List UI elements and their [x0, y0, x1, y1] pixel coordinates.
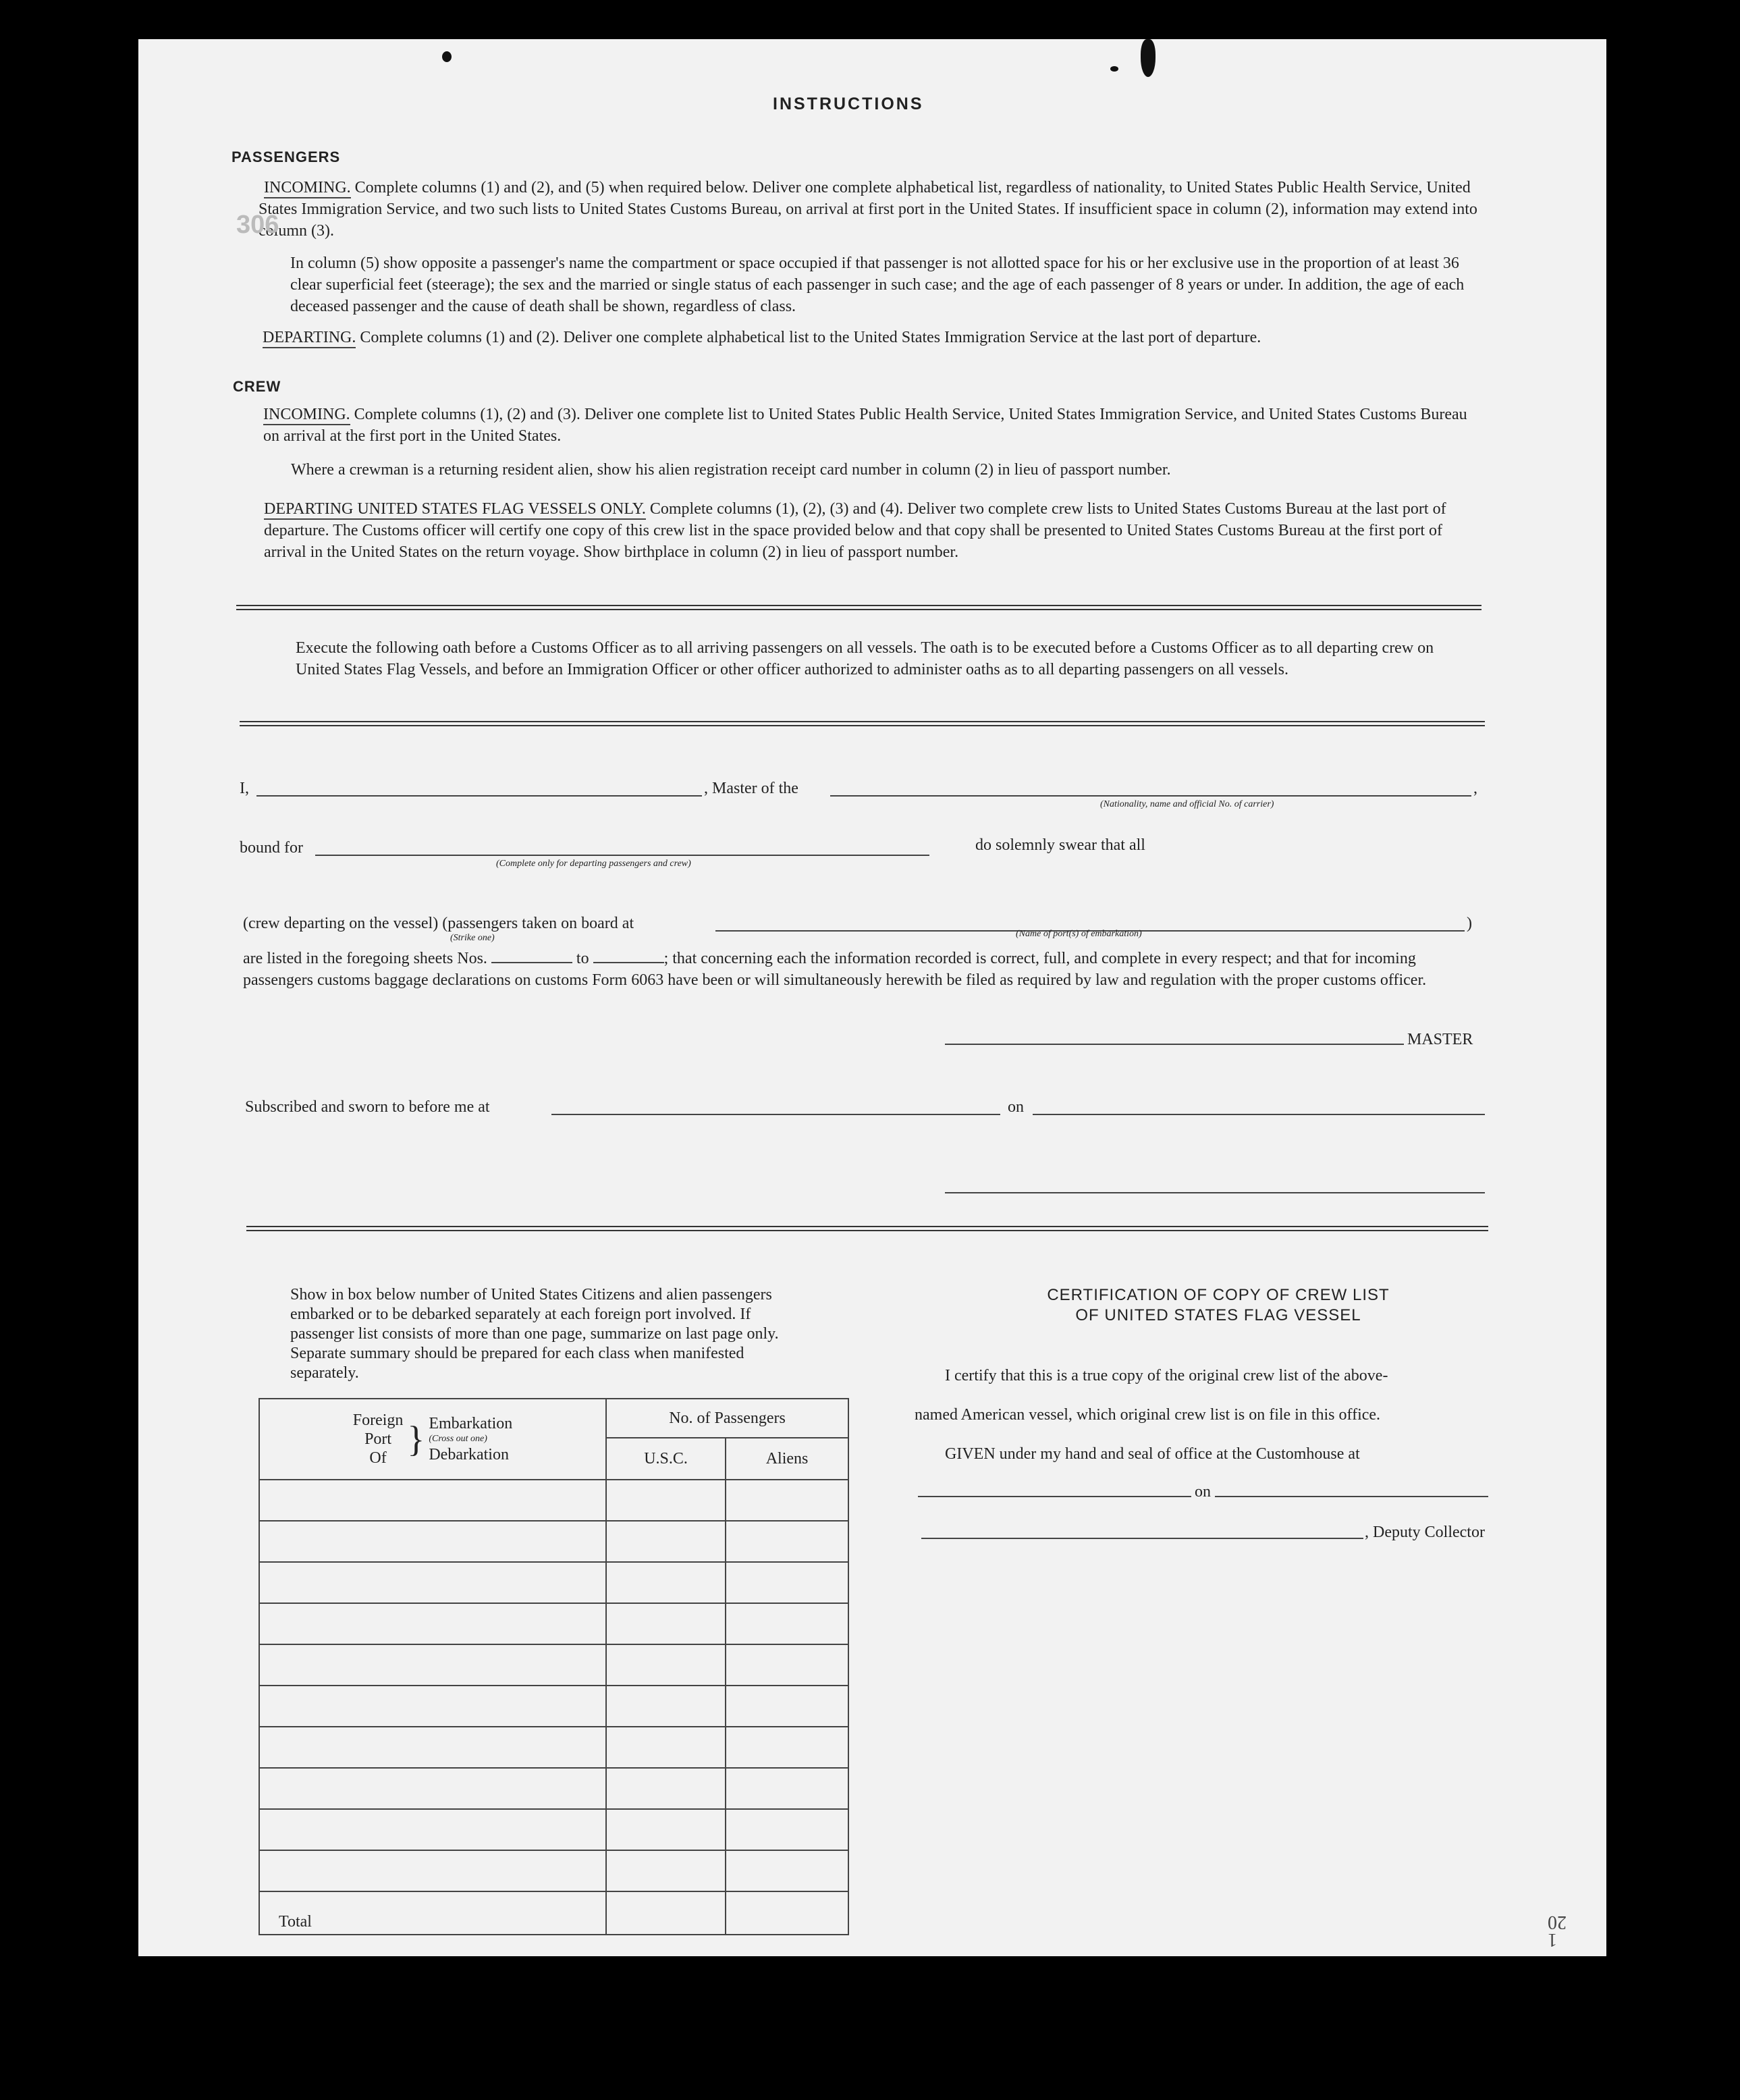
section-divider	[246, 1226, 1488, 1231]
crew-departing-label: DEPARTING UNITED STATES FLAG VESSELS ONLY.	[264, 500, 646, 520]
header-of: Of	[369, 1449, 387, 1467]
crew-incoming-text: Complete columns (1), (2) and (3). Deliver one complete list to United States Public Health Service, United States Immigration Service, and United States Customs Bureau on arrival at the first port in the United States.	[263, 406, 1467, 445]
aliens-header: Aliens	[726, 1438, 848, 1480]
ports-caption: (Name of port(s) of embarkation)	[1016, 929, 1142, 939]
table-row	[259, 1768, 848, 1809]
table-row	[259, 1644, 848, 1686]
strike-one-caption: (Strike one)	[450, 933, 495, 943]
total-row	[259, 1891, 848, 1935]
section-divider	[236, 605, 1481, 610]
complete-only-caption: (Complete only for departing passengers and crew)	[496, 859, 691, 869]
aliens-cell[interactable]	[726, 1644, 848, 1686]
passengers-heading: PASSENGERS	[232, 149, 341, 165]
master-signature-field[interactable]	[945, 1044, 1404, 1045]
bound-for-label: bound for	[240, 839, 303, 857]
table-row	[259, 1809, 848, 1850]
table-row	[259, 1850, 848, 1891]
certification-title-line2: OF UNITED STATES FLAG VESSEL	[1075, 1306, 1361, 1324]
aliens-cell[interactable]	[726, 1727, 848, 1768]
usc-cell[interactable]	[606, 1727, 726, 1768]
aliens-cell[interactable]	[726, 1850, 848, 1891]
port-cell[interactable]	[259, 1727, 606, 1768]
margin-number: 306	[236, 211, 279, 239]
header-debarkation: Debarkation	[429, 1446, 509, 1463]
passengers-departing-paragraph	[263, 327, 1484, 348]
comma: ,	[1473, 780, 1477, 797]
certification-date-field[interactable]	[1215, 1496, 1488, 1497]
usc-cell[interactable]	[606, 1686, 726, 1727]
port-cell[interactable]	[259, 1480, 606, 1521]
usc-cell[interactable]	[606, 1562, 726, 1603]
table-row	[259, 1480, 848, 1521]
port-cell[interactable]	[259, 1644, 606, 1686]
crew-departing-paragraph	[264, 498, 1486, 563]
table-row	[259, 1686, 848, 1727]
oath-instructions-paragraph: Execute the following oath before a Customs Officer as to all arriving passengers on all vessels. The oath is to be executed before a Customs Officer as to all departing crew on United States Flag Vessels, and before an Immigration Officer or other officer authorized to administer oaths as to all departing passengers on all vessels.	[296, 639, 1434, 678]
passengers-incoming-paragraph	[259, 177, 1480, 242]
corner-note-line1: 1	[1548, 1929, 1557, 1950]
master-label: MASTER	[1407, 1031, 1473, 1048]
ink-blot	[1110, 66, 1118, 72]
summary-instructions: Show in box below number of United States Citizens and alien passengers embarked or to be debarked separately at each foreign port involved. If passenger list consists of more than one page, summarize on last page only. Separate summary should be prepared for each class when manifested separately.	[290, 1286, 779, 1382]
sheet-to-field[interactable]	[593, 962, 664, 963]
aliens-cell[interactable]	[726, 1562, 848, 1603]
port-cell[interactable]	[259, 1809, 606, 1850]
usc-cell[interactable]	[606, 1809, 726, 1850]
cross-out-caption: (Cross out one)	[429, 1434, 487, 1444]
table-row	[259, 1727, 848, 1768]
subscribed-label: Subscribed and sworn to before me at	[245, 1098, 490, 1116]
usc-cell[interactable]	[606, 1644, 726, 1686]
page-title: INSTRUCTIONS	[773, 95, 924, 113]
usc-cell[interactable]	[606, 1768, 726, 1809]
sworn-place-field[interactable]	[551, 1114, 1000, 1115]
close-paren: )	[1467, 915, 1472, 932]
crew-heading: CREW	[233, 378, 281, 395]
oath-i-label: I,	[240, 780, 249, 797]
aliens-cell[interactable]	[726, 1521, 848, 1562]
crew-departing-label: (crew departing on the vessel) (passengers taken on board at	[243, 915, 634, 932]
crew-departing-text: Complete columns (1), (2), (3) and (4). Deliver two complete crew lists to United States Customs Bureau at the last port of departure. The Customs officer will certify one copy of this crew list in the space provided below and that copy shall be presented to United States Customs Bureau at the first port of arrival in the United States on the return voyage. Show birthplace in column (2) in lieu of passport number.	[264, 500, 1446, 561]
passenger-summary-table	[259, 1398, 849, 1935]
master-of-the-label: , Master of the	[704, 780, 798, 797]
certify-line2: named American vessel, which original crew list is on file in this office.	[915, 1406, 1381, 1424]
crew-incoming-label: INCOMING.	[263, 406, 350, 425]
port-cell[interactable]	[259, 1686, 606, 1727]
certification-on-label: on	[1195, 1483, 1211, 1501]
ink-blot	[442, 51, 452, 62]
certification-place-field[interactable]	[918, 1496, 1191, 1497]
aliens-cell[interactable]	[726, 1603, 848, 1644]
no-of-passengers-header: No. of Passengers	[606, 1399, 848, 1438]
table-row	[259, 1603, 848, 1644]
aliens-cell[interactable]	[726, 1768, 848, 1809]
total-usc-cell[interactable]	[606, 1891, 726, 1935]
deputy-collector-label: , Deputy Collector	[1365, 1524, 1485, 1541]
port-cell[interactable]	[259, 1521, 606, 1562]
port-cell[interactable]	[259, 1603, 606, 1644]
passengers-incoming-text: Complete columns (1) and (2), and (5) when required below. Deliver one complete alphabetical list, regardless of nationality, to United States Public Health Service, United States Immigration Service, and two such lists to United States Customs Bureau, on arrival at first port in the United States. If insufficient space in column (2), information may extend into column (3).	[259, 179, 1477, 240]
document-page	[138, 39, 1606, 1956]
listed-prefix: are listed in the foregoing sheets Nos.	[243, 950, 487, 967]
certification-title	[1009, 1285, 1428, 1326]
passengers-incoming-label: INCOMING.	[264, 179, 351, 198]
passengers-departing-label: DEPARTING.	[263, 329, 356, 348]
port-cell[interactable]	[259, 1850, 606, 1891]
sworn-on-label: on	[1008, 1098, 1024, 1116]
certify-line1: I certify that this is a true copy of the original crew list of the above-	[945, 1367, 1388, 1384]
corner-note-line2: 20	[1548, 1912, 1567, 1933]
bound-for-field[interactable]	[315, 855, 929, 856]
aliens-cell[interactable]	[726, 1480, 848, 1521]
usc-cell[interactable]	[606, 1850, 726, 1891]
crew-resident-paragraph: Where a crewman is a returning resident alien, show his alien registration receipt card number in column (2) in lieu of passport number.	[291, 461, 1171, 479]
certification-title-line1: CERTIFICATION OF COPY OF CREW LIST	[1047, 1286, 1390, 1304]
total-aliens-cell[interactable]	[726, 1891, 848, 1935]
officer-signature-field[interactable]	[945, 1192, 1485, 1193]
ink-blot	[1141, 39, 1156, 77]
passengers-column5-paragraph: In column (5) show opposite a passenger's name the compartment or space occupied if that passenger is not allotted space for his or her exclusive use in the proportion of at least 36 clear superficial feet (steerage); the sex and the married or single status of each passenger in such case; and the age of each passenger of 8 years or under. In addition, the age of each deceased passenger and the cause of death shall be shown, regardless of class.	[290, 254, 1465, 315]
total-label: Total	[259, 1891, 606, 1935]
aliens-cell[interactable]	[726, 1809, 848, 1850]
to-label: to	[576, 950, 589, 967]
port-cell[interactable]	[259, 1768, 606, 1809]
header-embarkation: Embarkation	[429, 1415, 513, 1432]
foreign-port-header	[259, 1399, 606, 1480]
header-port: Port	[364, 1430, 392, 1448]
table-row	[259, 1562, 848, 1603]
aliens-cell[interactable]	[726, 1686, 848, 1727]
brace-icon: }	[407, 1419, 425, 1459]
header-foreign: Foreign	[352, 1411, 404, 1429]
corner-note	[1548, 1913, 1567, 1948]
usc-cell[interactable]	[606, 1480, 726, 1521]
listed-suffix: ; that concerning each the information recorded is correct, full, and complete in every respect; and that for incoming passengers customs baggage declarations on customs Form 6063 have been or will simultaneously herewith be filed as required by law and regulation with the proper customs officer.	[243, 950, 1427, 989]
sheet-from-field[interactable]	[491, 962, 572, 963]
crew-incoming-paragraph	[263, 404, 1485, 447]
given-label: GIVEN under my hand and seal of office at the Customhouse at	[945, 1445, 1360, 1463]
listed-sheets-paragraph	[243, 948, 1481, 991]
deputy-collector-signature-field[interactable]	[921, 1538, 1363, 1539]
master-name-field[interactable]	[256, 795, 702, 797]
passengers-departing-text: Complete columns (1) and (2). Deliver one complete alphabetical list to the United States Immigration Service at the last port of departure.	[360, 329, 1261, 346]
usc-cell[interactable]	[606, 1603, 726, 1644]
sworn-date-field[interactable]	[1033, 1114, 1485, 1115]
port-cell[interactable]	[259, 1562, 606, 1603]
table-row	[259, 1521, 848, 1562]
nationality-caption: (Nationality, name and official No. of carrier)	[1100, 799, 1274, 809]
usc-header: U.S.C.	[606, 1438, 726, 1480]
carrier-field[interactable]	[830, 795, 1471, 797]
solemnly-swear-label: do solemnly swear that all	[975, 836, 1145, 854]
section-divider	[240, 721, 1485, 726]
usc-cell[interactable]	[606, 1521, 726, 1562]
